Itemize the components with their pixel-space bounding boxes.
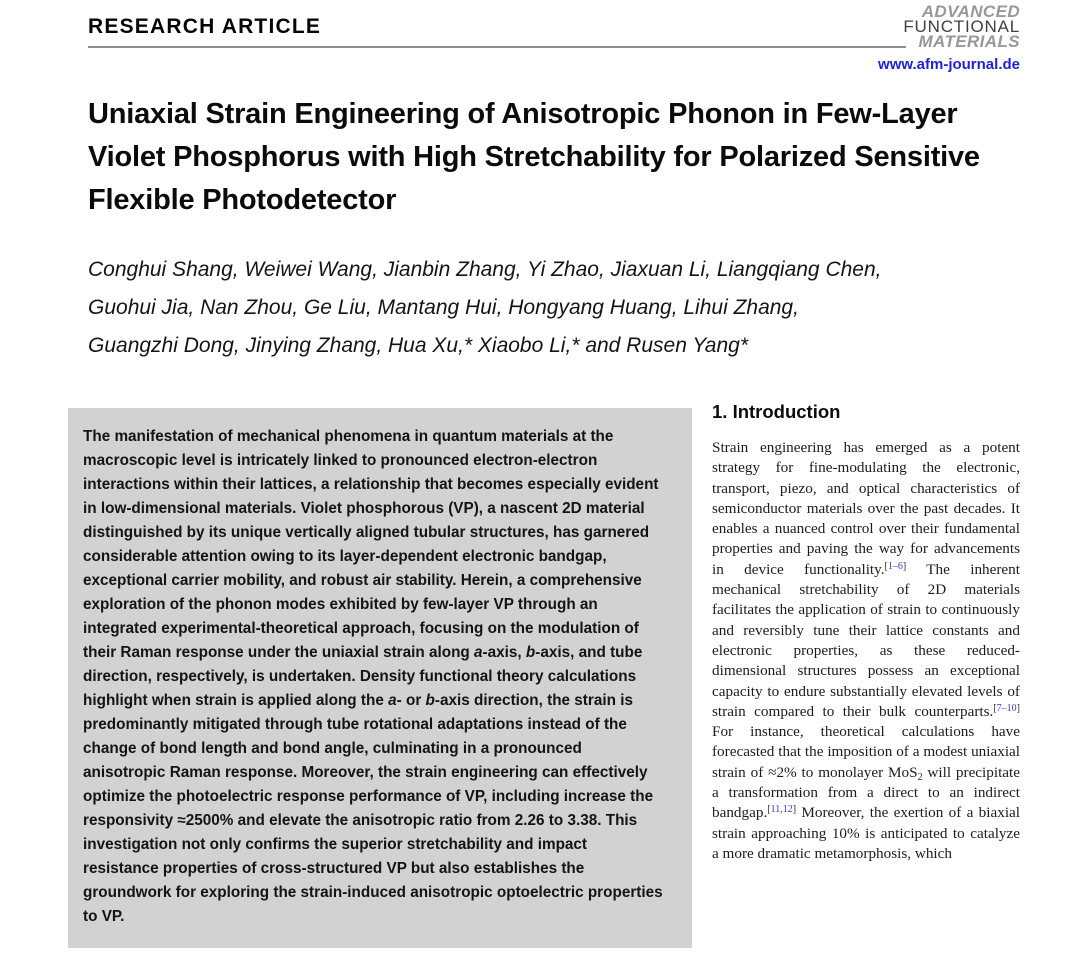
abstract-segment: -axis, and tube direction, respectively, is undertaken. Density functional theory calculations highlight when strain is applied along the [83, 644, 643, 709]
citation-bracket: ] [792, 804, 797, 816]
section-heading-introduction: 1. Introduction [712, 401, 841, 422]
abstract-segment-italic-a: a [388, 692, 397, 709]
article-type-label: RESEARCH ARTICLE [88, 15, 322, 38]
citation-bracket: [ [884, 560, 888, 572]
citation-ref-1-6[interactable] [885, 561, 907, 572]
citation-bracket: ] [1016, 702, 1020, 714]
abstract-segment: - or [396, 692, 426, 709]
intro-text-segment: The inherent mechanical stretchability of 2D materials facilitates the application of strain to continuously and reversibly tune their lattice constants and electronic properties, as these reduced-dimensional structures possess an exceptional capacity to endure substantially elevated levels of strain compared to their bulk counterparts. [712, 560, 1020, 720]
citation-ref-11-12[interactable] [767, 804, 796, 815]
abstract-segment-italic-a: a [474, 644, 483, 661]
intro-text-segment: Strain engineering has emerged as a potent strategy for fine-modulating the electronic, transport, piezo, and optical characteristics of semiconductor materials over the past decades. It enables a nuanced control over their fundamental properties and paving the way for advancements in device functionality. [712, 439, 1020, 578]
abstract-box [68, 408, 692, 948]
abstract-text [83, 425, 666, 929]
author-list-line: Guohui Jia, Nan Zhou, Ge Liu, Mantang Hui, Hongyang Huang, Lihui Zhang, [88, 296, 799, 319]
header-divider [88, 46, 906, 48]
journal-logo-materials: MATERIALS [918, 32, 1020, 51]
citation-numbers: 7–10 [996, 702, 1017, 714]
journal-logo-advanced: ADVANCED [921, 2, 1020, 21]
author-list-line: Conghui Shang, Weiwei Wang, Jianbin Zhang, Yi Zhao, Jiaxuan Li, Liangqiang Chen, [88, 258, 882, 281]
journal-website-link[interactable]: www.afm-journal.de [878, 56, 1020, 73]
abstract-segment-italic-b: b [525, 644, 536, 661]
citation-bracket: [ [993, 702, 997, 714]
introduction-section [712, 401, 1020, 864]
abstract-segment: The manifestation of mechanical phenomena in quantum materials at the macroscopic level is intricately linked to pronounced electron-electron interactions within their lattices, a relationship that becomes especially evident in low-dimensional materials. Violet phosphorous (VP), a nascent 2D material distinguished by its unique vertically aligned tubular structures, has garnered considerable attention owing to its layer-dependent electronic bandgap, exceptional carrier mobility, and robust air stability. Herein, a comprehensive exploration of the phonon modes exhibited by few-layer VP through an integrated experimental-theoretical approach, focusing on the modulation of their Raman response under the uniaxial strain along [83, 428, 659, 661]
abstract-segment-italic-b: b [425, 692, 435, 709]
citation-numbers: 1–6 [887, 560, 903, 572]
introduction-paragraph [712, 438, 1020, 864]
abstract-segment: -axis direction, the strain is predominantly mitigated through tube rotational adaptations instead of the change of bond length and bond angle, culminating in a pronounced anisotropic Raman response. Moreover, the strain engineering can effectively optimize the photoelectric response performance of VP, including increase the responsivity ≈2500% and elevate the anisotropic ratio from 2.26 to 3.38. This investigation not only confirms the superior stretchability and impact resistance properties of cross-structured VP but also establishes the groundwork for exploring the strain-induced anisotropic optoelectric properties to VP. [83, 692, 663, 925]
intro-text-segment: will precipitate a transformation from a direct to an indirect bandgap. [712, 763, 1021, 822]
author-list-line: Guangzhi Dong, Jinying Zhang, Hua Xu,* Xiaobo Li,* and Rusen Yang* [88, 334, 749, 357]
author-list [88, 251, 1008, 365]
citation-ref-7-10[interactable] [993, 703, 1020, 714]
chemical-subscript: 2 [917, 771, 923, 783]
journal-logo-functional: FUNCTIONAL [903, 17, 1020, 36]
citation-numbers: 11,12 [770, 804, 793, 816]
abstract-segment: -axis, [482, 644, 526, 661]
journal-logo [903, 4, 1020, 49]
intro-text-segment: For instance, theoretical calculations have forecasted that the imposition of a modest uniaxial strain of ≈2% to monolayer MoS [712, 723, 1020, 781]
citation-bracket: ] [902, 560, 907, 572]
intro-text-segment: Moreover, the exertion of a biaxial strain approaching 10% is anticipated to catalyze a more dramatic metamorphosis, which [712, 804, 1020, 862]
paper-title: Uniaxial Strain Engineering of Anisotropic Phonon in Few-Layer Violet Phosphorus with High Stretchability for Polarized Sensitive Flexible Photodetector [88, 98, 980, 216]
citation-bracket: [ [767, 804, 771, 816]
